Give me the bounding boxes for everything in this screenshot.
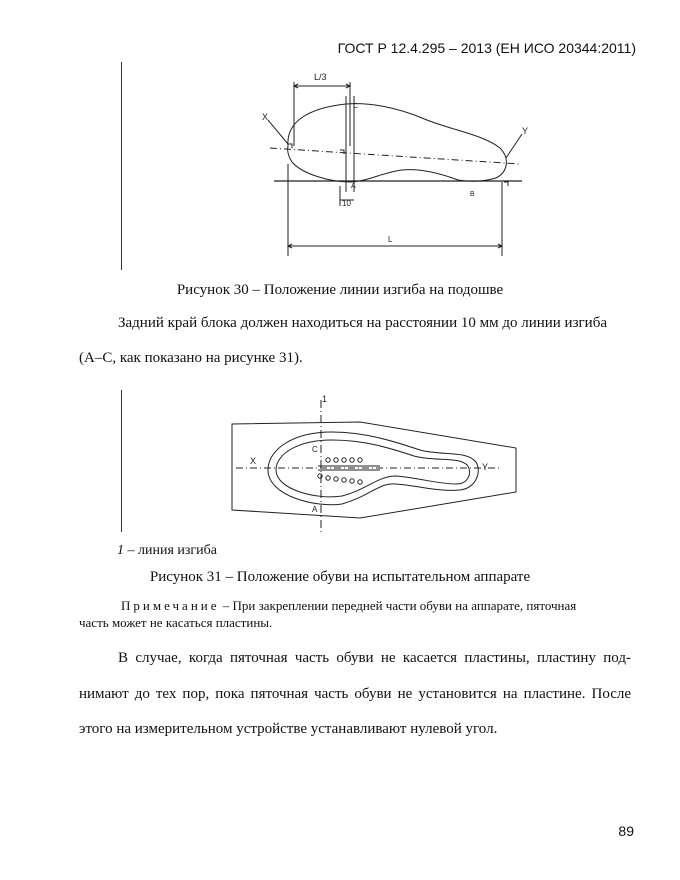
figure-31-margin-line xyxy=(121,390,122,532)
fig30-label-b: B xyxy=(470,191,475,198)
document-header: ГОСТ Р 12.4.295 – 2013 (ЕН ИСО 20344:2011) xyxy=(337,40,636,56)
fig30-label-a: A xyxy=(351,183,356,190)
paragraph-1-line-2: (А–С, как показано на рисунке 31). xyxy=(79,350,303,366)
note-text: – При закреплении передней части обуви на аппарате, пяточная xyxy=(219,598,577,613)
figure-31-caption: Рисунок 31 – Положение обуви на испытательном аппарате xyxy=(149,569,531,585)
note-line-1 xyxy=(121,598,576,614)
fig31-label-a: A xyxy=(312,505,318,514)
figure-31-diagram xyxy=(220,392,524,542)
fig31-label-x: X xyxy=(250,456,257,466)
paragraph-2-line-3: этого на измерительном устройстве устанавливают нулевой угол. xyxy=(79,721,498,737)
legend-number: 1 xyxy=(117,543,124,558)
fig31-label-c: C xyxy=(312,445,318,454)
page-number: 89 xyxy=(618,823,634,839)
legend-text: – линия изгиба xyxy=(124,543,217,558)
fig30-label-y: Y xyxy=(522,126,529,136)
paragraph-2-line-1: В случае, когда пяточная часть обуви не касается пластины, пластину под- xyxy=(118,650,631,666)
fig31-label-y: Y xyxy=(482,462,489,472)
figure-30-diagram xyxy=(250,60,540,260)
figure-31-legend xyxy=(117,543,217,559)
note-label: Примечание xyxy=(121,598,220,613)
fig30-label-l-third: L/3 xyxy=(314,72,327,82)
fig30-label-ten: 10 xyxy=(342,199,351,208)
note-line-2: часть может не касаться пластины. xyxy=(79,615,273,630)
figure-30-caption: Рисунок 30 – Положение линии изгиба на подошве xyxy=(176,282,504,298)
fig31-label-1: 1 xyxy=(322,394,328,404)
paragraph-2-line-2: нимают до тех пор, пока пяточная часть обуви не установится на пластине. После xyxy=(79,686,631,702)
fig30-label-x: X xyxy=(262,112,269,122)
figure-30-margin-line xyxy=(121,62,122,270)
fig30-label-c: C xyxy=(353,103,359,110)
paragraph-1-line-1: Задний край блока должен находиться на расстоянии 10 мм до линии изгиба xyxy=(118,315,607,331)
fig30-label-l: L xyxy=(388,235,393,244)
